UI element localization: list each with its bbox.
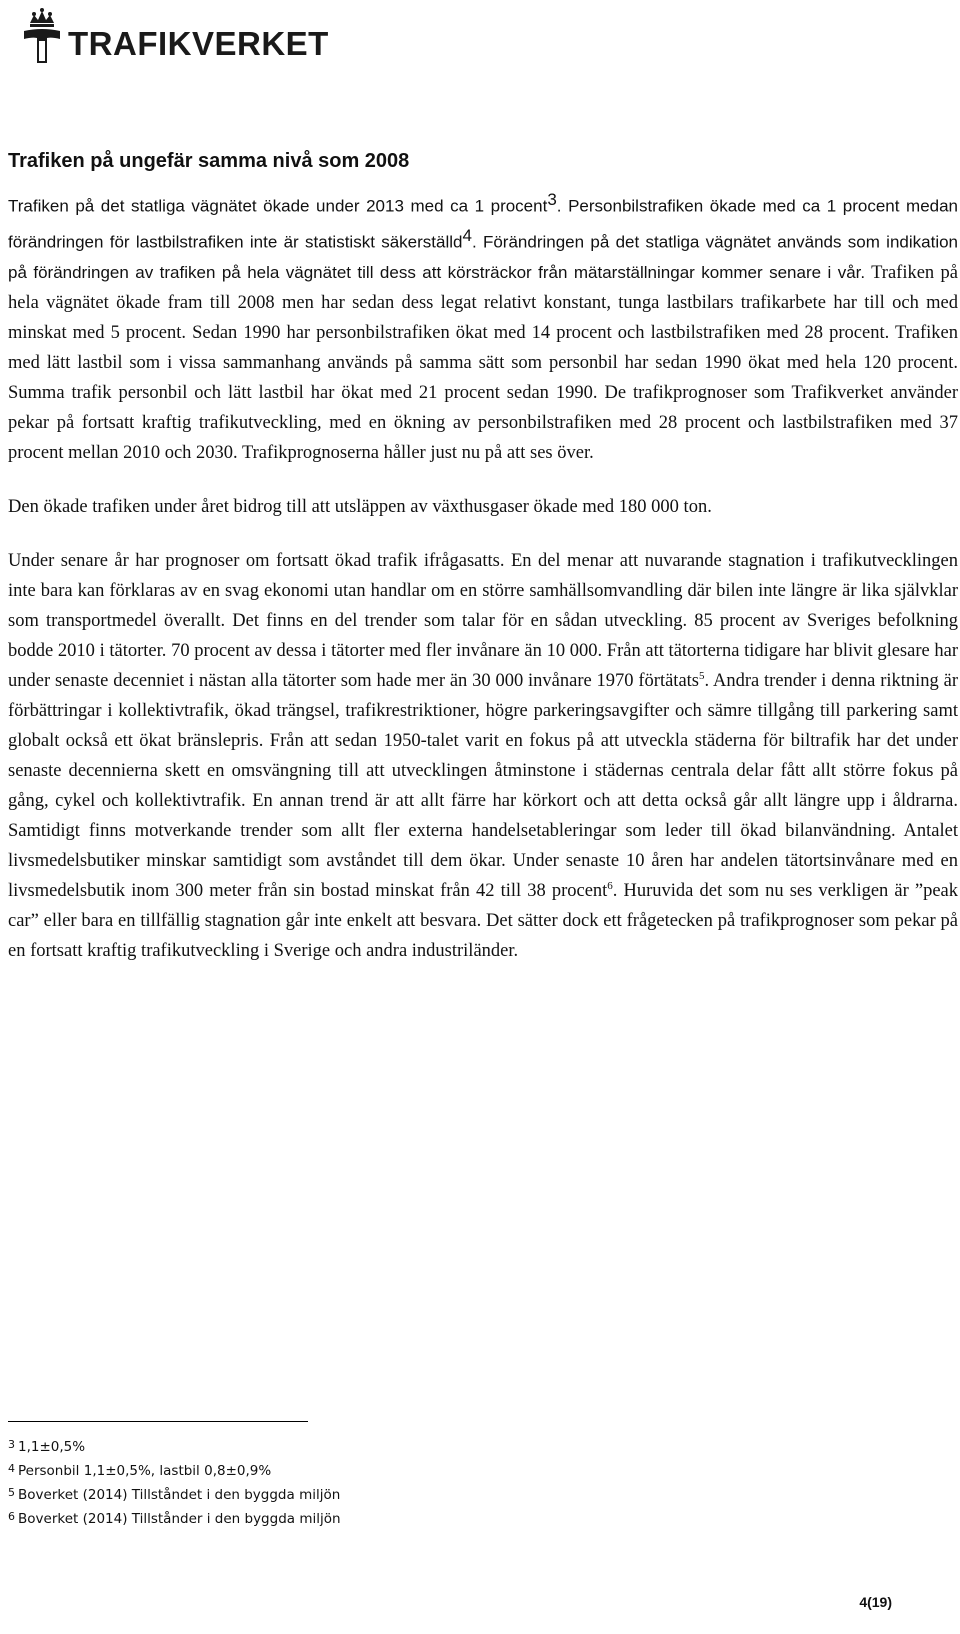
paragraph-text: . Huruvida det som nu ses verkligen är ”peak car” eller bara en tillfällig stagnation går inte enkelt att besvara. Det sätter dock ett frågetecken på trafikprognoser som pekar på en fortsatt kraftig trafikutveckling i Sverige och andra industriländer. [8, 880, 958, 961]
footnote-text: Boverket (2014) Tillståndet i den byggda miljön [18, 1487, 341, 1503]
footnote-number: 6 [8, 1510, 15, 1523]
crown-logo-icon [22, 7, 62, 67]
page-number: 4(19) [859, 1594, 892, 1610]
paragraph-peak-car [8, 546, 958, 966]
footnote-ref: 4 [462, 226, 472, 246]
footnote-number: 3 [8, 1438, 15, 1451]
body-text [8, 185, 958, 966]
paragraph-emissions: Den ökade trafiken under året bidrog till att utsläppen av växthusgaser ökade med 180 000 ton. [8, 496, 712, 517]
paragraph-text: . Personbilstrafiken ökade med ca 1 procent medan förändringen för lastbilstrafiken inte är statistiskt säkerställd [8, 196, 959, 252]
footnote-text: Boverket (2014) Tillstånder i den byggda miljön [18, 1511, 341, 1527]
footnote [8, 1459, 341, 1483]
footnote-text: 1,1±0,5% [18, 1439, 86, 1455]
footnote-ref: 6 [607, 879, 613, 892]
footnote-ref: 3 [547, 190, 557, 209]
section-title: Trafiken på ungefär samma nivå som 2008 [8, 150, 410, 172]
footnote-number: 4 [8, 1462, 15, 1475]
footnote [8, 1483, 341, 1507]
paragraph-text: . Andra trender i denna riktning är förbättringar i kollektivtrafik, ökad trängsel, trafikrestriktioner, högre parkeringsavgifter och sämre tillgång till parkering samt globalt också ett ökat bränslepris. Från att sedan 1950-talet varit en fokus på att utveckla städerna för biltrafik har det under senaste decennierna skett en omsvängning till att utvecklingen åtminstone i städernas centrala delar fått allt större fokus på gång, cykel och kollektivtrafik. En annan trend är att allt färre har körkort och att detta också går allt längre upp i åldrarna. Samtidigt finns motverkande trender som allt fler externa handelsetableringar som leder till ökad bilanvändning. Antalet livsmedelsbutiker minskar samtidigt som avståndet till dem ökar. Under senaste 10 åren har andelen tätortsinvånare med en livsmedelsbutik inom 300 meter från sin bostad minskat från 42 till 38 procent [8, 670, 959, 901]
footnote-divider [8, 1421, 308, 1422]
footnote [8, 1507, 341, 1531]
footnote-number: 5 [8, 1486, 15, 1499]
paragraph-text: Trafiken på hela vägnätet ökade fram till 2008 men har sedan dess legat relativt konstant, tunga lastbilars trafikarbete har till och med minskat med 5 procent. Sedan 1990 har personbilstrafiken ökat med 14 procent och lastbilstrafiken med 28 procent. Trafiken med lätt lastbil som i vissa sammanhang används på samma sätt som personbil har sedan 1990 ökat med hela 120 procent. Summa trafik personbil och lätt lastbil har ökat med 21 procent sedan 1990. De trafikprognoser som Trafikverket använder pekar på fortsatt kraftig trafikutveckling, med en ökning av personbilstrafiken med 28 procent och lastbilstrafiken med 37 procent mellan 2010 och 2030. Trafikprognoserna håller just nu på att ses över. [8, 262, 958, 463]
paragraph-traffic-level [8, 185, 958, 468]
trafikverket-logo [22, 6, 329, 68]
paragraph-text: Trafiken på det statliga vägnätet ökade under 2013 med ca 1 procent [8, 196, 548, 216]
logo-wordmark: TRAFIKVERKET [68, 25, 329, 62]
footnote-text: Personbil 1,1±0,5%, lastbil 0,8±0,9% [18, 1463, 272, 1479]
footnotes [8, 1435, 341, 1531]
footnote-ref: 5 [699, 669, 705, 682]
footnote [8, 1435, 341, 1459]
paragraph-text: . Förändringen på det statliga vägnätet används som indikation på förändringen av trafiken på hela vägnätet till dess att körsträckor från mätarställningar kommer senare i vår. [8, 232, 959, 282]
paragraph-text: Under senare år har prognoser om fortsatt ökad trafik ifrågasatts. En del menar att nuvarande stagnation i trafikutvecklingen inte bara kan förklaras av en svag ekonomi utan handlar om en större samhällsomvandling där bilen inte längre är lika självklar som transportmedel överallt. Det finns en del trender som talar för en sådan utveckling. 85 procent av Sveriges befolkning bodde 2010 i tätorter. 70 procent av dessa i tätorter med fler invånare än 10 000. Från att tätorterna tidigare har blivit glesare har under senaste decenniet i nästan alla tätorter som hade mer än 30 000 invånare 1970 förtätats [8, 550, 958, 691]
